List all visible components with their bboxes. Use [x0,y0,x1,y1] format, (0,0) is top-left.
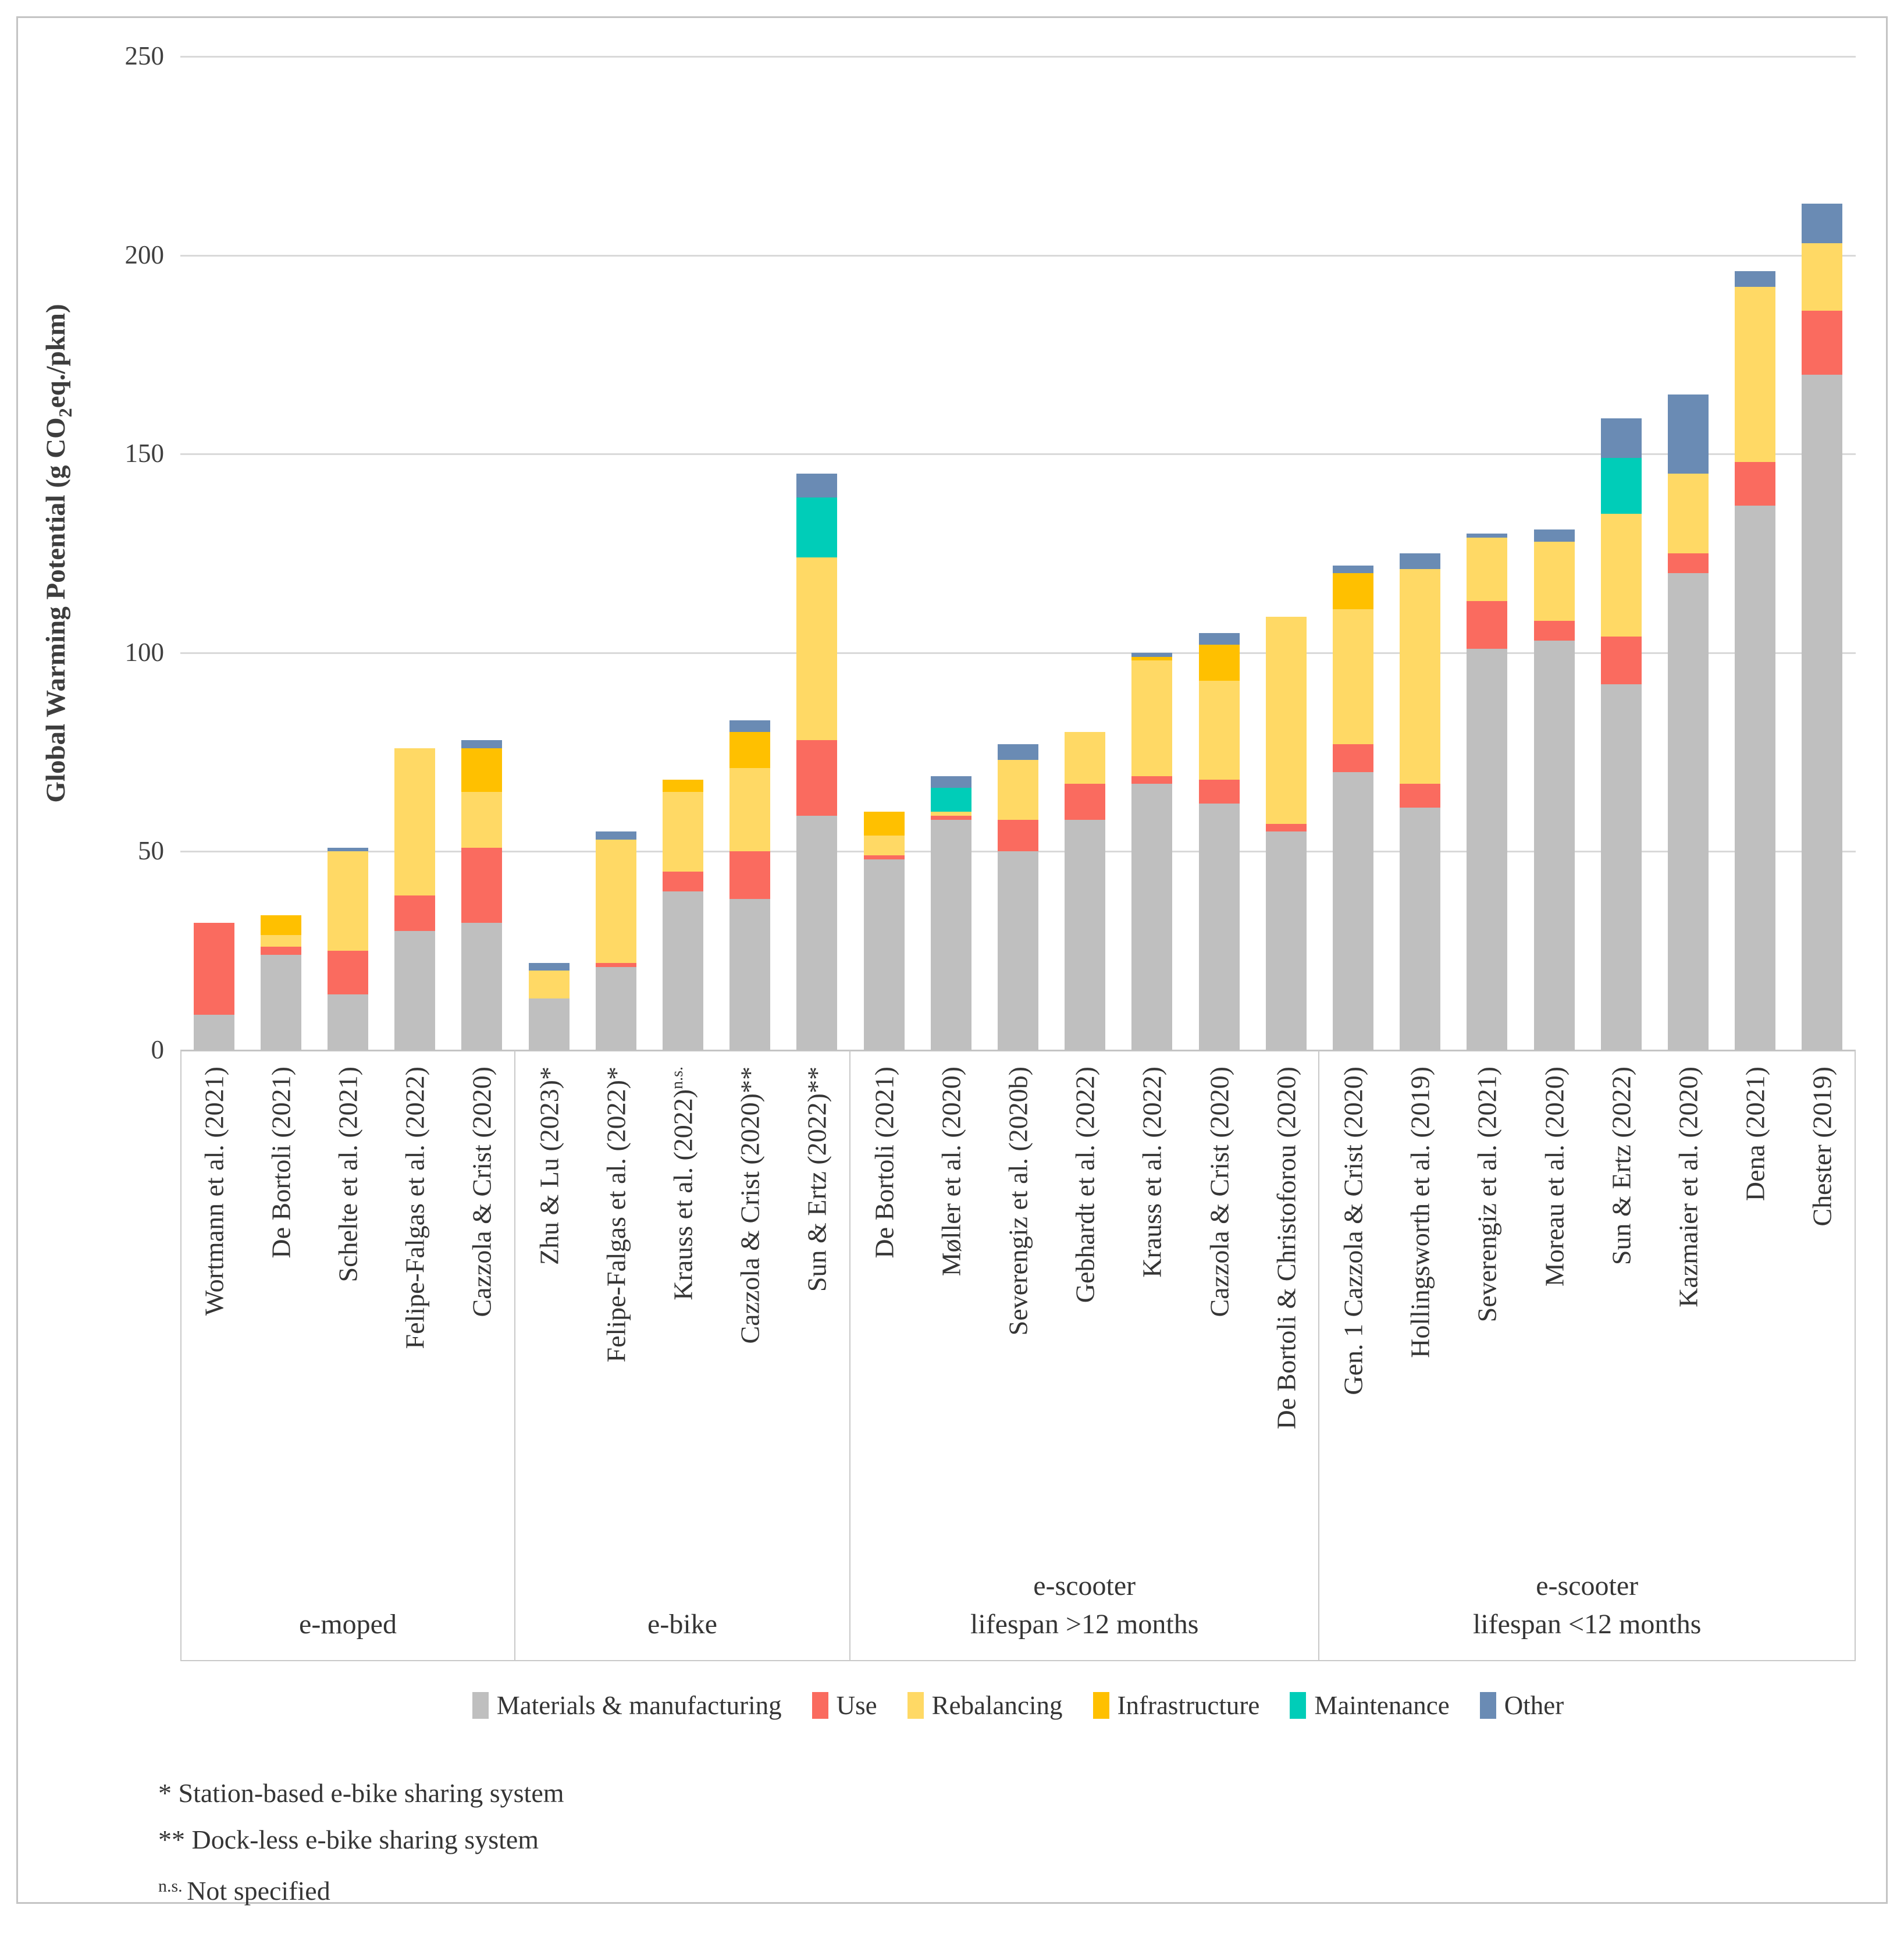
segment-rebalancing [461,792,502,848]
group-label [299,1605,397,1660]
group-label [1473,1567,1701,1660]
segment-materials-manufacturing [1668,573,1709,1050]
segment-other [1400,553,1440,569]
x-label: Gen. 1 Cazzola & Crist (2020) [1338,1067,1368,1395]
segment-use [1534,621,1575,641]
segment-materials-manufacturing [1735,506,1775,1050]
gridline-200 [180,255,1856,257]
stacked-bar [1131,653,1172,1050]
segment-other [1467,534,1507,538]
segment-infrastructure [461,748,502,792]
segment-other [1199,633,1240,645]
segment-use [864,855,905,859]
group-box-e-bike [515,1050,850,1661]
segment-other [1735,271,1775,287]
segment-infrastructure [864,812,905,836]
segment-use [596,963,636,967]
stacked-bar [1668,394,1709,1050]
y-tick-0: 0 [151,1035,164,1064]
y-tick-100: 100 [124,637,164,667]
segment-materials-manufacturing [1199,804,1240,1050]
segment-maintenance [931,788,971,812]
stacked-bar [1333,565,1373,1050]
stacked-bar [663,780,703,1050]
stacked-bar [729,720,770,1050]
segment-other [328,848,368,852]
segment-materials-manufacturing [1400,808,1440,1050]
stacked-bar [1802,204,1842,1050]
x-label: Møller et al. (2020) [936,1067,966,1277]
segment-rebalancing [328,851,368,951]
segment-materials-manufacturing [1534,641,1575,1050]
segment-other [1333,566,1373,574]
y-axis-title [40,304,76,802]
segment-infrastructure [1131,657,1172,661]
legend-swatch-icon [907,1692,924,1719]
segment-rebalancing [1668,474,1709,553]
y-tick-150: 150 [124,439,164,468]
segment-other [1534,529,1575,541]
segment-maintenance [796,497,837,557]
segment-other [729,720,770,732]
stacked-bar [261,915,301,1050]
legend-label: Rebalancing [931,1691,1063,1720]
segment-materials-manufacturing [931,820,971,1050]
group-box-e-moped [180,1050,515,1661]
segment-other [998,744,1038,760]
segment-rebalancing [663,792,703,872]
segment-materials-manufacturing [998,851,1038,1050]
stacked-bar [1467,534,1507,1050]
stacked-bar [1266,617,1307,1050]
x-label: Hollingsworth et al. (2019) [1405,1067,1435,1358]
x-label: Moreau et al. (2020) [1539,1067,1570,1287]
legend-item-infrastructure [1093,1690,1260,1721]
x-label: Cazzola & Crist (2020)** [735,1067,765,1344]
stacked-bar [796,474,837,1050]
stacked-bar [529,963,570,1050]
x-label: Felipe-Falgas et al. (2022) [400,1067,430,1349]
segment-materials-manufacturing [194,1015,234,1050]
stacked-bar [461,740,502,1050]
gridline-250 [180,56,1856,58]
legend-label: Maintenance [1314,1691,1450,1720]
legend-swatch-icon [472,1692,489,1719]
stacked-bar [1601,418,1642,1050]
stacked-bar [998,744,1038,1050]
x-label: Severengiz et al. (2021) [1472,1067,1502,1323]
segment-use [1333,744,1373,772]
segment-use [729,851,770,899]
segment-other [1668,394,1709,474]
segment-use [998,820,1038,852]
segment-use [1131,776,1172,784]
segment-rebalancing [1534,542,1575,621]
y-tick-200: 200 [124,240,164,269]
segment-materials-manufacturing [529,998,570,1050]
segment-rebalancing [1333,609,1373,744]
segment-materials-manufacturing [1266,831,1307,1050]
segment-use [663,872,703,891]
segment-use [261,947,301,955]
segment-use [328,951,368,994]
segment-materials-manufacturing [1467,649,1507,1050]
segment-use [1266,824,1307,832]
footnote-marker: ** [158,1825,192,1854]
segment-other [461,740,502,748]
x-label: Severengiz et al. (2020b) [1003,1067,1033,1336]
segment-other [1802,204,1842,243]
legend-item-rebalancing [907,1690,1063,1721]
legend-item-use [812,1690,877,1721]
segment-rebalancing [864,836,905,855]
segment-use [1467,601,1507,649]
segment-infrastructure [1333,573,1373,609]
x-label: Cazzola & Crist (2020) [467,1067,497,1317]
segment-other [596,831,636,840]
segment-use [1735,462,1775,506]
stacked-bar [931,776,971,1050]
segment-materials-manufacturing [596,967,636,1050]
segment-use [796,740,837,816]
segment-other [796,474,837,497]
segment-use [394,895,435,931]
segment-rebalancing [1467,538,1507,601]
x-label: Gebhardt et al. (2022) [1070,1067,1100,1303]
legend-label: Infrastructure [1117,1691,1260,1720]
segment-use [931,816,971,820]
segment-rebalancing [1065,732,1105,784]
x-label: Chester (2019) [1807,1067,1837,1227]
segment-rebalancing [998,760,1038,819]
segment-use [1601,637,1642,684]
segment-rebalancing [1735,287,1775,462]
stacked-bar [596,831,636,1050]
group-label-line: lifespan <12 months [1473,1609,1702,1640]
footnote [158,1770,564,1817]
stacked-bar [1199,633,1240,1050]
footnote-text: Dock-less e-bike sharing system [191,1825,539,1854]
segment-materials-manufacturing [663,891,703,1050]
x-label: De Bortoli & Christoforou (2020) [1271,1067,1301,1430]
y-tick-50: 50 [138,836,164,866]
legend-swatch-icon [1290,1692,1306,1719]
legend-swatch-icon [1480,1692,1496,1719]
segment-use [1199,780,1240,804]
segment-materials-manufacturing [394,931,435,1050]
segment-other [931,776,971,788]
legend-item-materials-manufacturing [472,1690,782,1721]
segment-use [461,848,502,923]
x-label: Felipe-Falgas et al. (2022)* [601,1067,631,1363]
segment-rebalancing [796,557,837,740]
segment-materials-manufacturing [261,955,301,1050]
stacked-bar [328,848,368,1050]
footnote-marker: n.s. [158,1876,187,1896]
y-tick-250: 250 [124,41,164,70]
group-box-e-scooter-lifespan->12-months [850,1050,1319,1661]
segment-rebalancing [261,935,301,947]
x-label-superscript: n.s. [668,1067,687,1089]
legend-item-maintenance [1290,1690,1449,1721]
x-label: Sun & Ertz (2022) [1606,1067,1636,1266]
legend-item-other [1480,1690,1564,1721]
x-label: De Bortoli (2021) [869,1067,899,1259]
x-label: Zhu & Lu (2023)* [534,1067,564,1266]
stacked-bar [394,748,435,1050]
segment-materials-manufacturing [1802,375,1842,1050]
segment-infrastructure [261,915,301,935]
segment-rebalancing [529,971,570,998]
segment-infrastructure [1199,645,1240,680]
x-label: Wortmann et al. (2021) [199,1067,229,1316]
segment-materials-manufacturing [1065,820,1105,1050]
group-label-line: e-scooter [1536,1570,1639,1601]
segment-use [1668,553,1709,573]
segment-materials-manufacturing [729,899,770,1050]
segment-rebalancing [1802,243,1842,311]
footnote-marker: * [158,1778,179,1808]
segment-use [1400,784,1440,808]
group-box-e-scooter-lifespan-<12-months [1319,1050,1856,1661]
stacked-bar [864,812,905,1050]
segment-rebalancing [1266,617,1307,823]
segment-other [1131,653,1172,657]
stacked-bar [1065,732,1105,1050]
legend-label: Materials & manufacturing [496,1691,782,1720]
footnote-text: Not specified [187,1876,330,1906]
stacked-bar [1534,529,1575,1050]
legend-label: Other [1504,1691,1564,1720]
footnotes [158,1770,564,1914]
legend-swatch-icon [1093,1692,1109,1719]
legend [180,1690,1856,1721]
segment-materials-manufacturing [796,816,837,1050]
segment-other [1601,418,1642,458]
footnote [158,1863,564,1914]
segment-rebalancing [596,840,636,963]
x-label: Krauss et al. (2022) [1137,1067,1167,1278]
segment-use [194,923,234,1014]
group-label [970,1567,1198,1660]
segment-use [1802,311,1842,374]
legend-label: Use [836,1691,877,1720]
segment-infrastructure [663,780,703,791]
segment-other [529,963,570,971]
legend-swatch-icon [812,1692,828,1719]
stacked-bar [1400,553,1440,1050]
segment-rebalancing [1400,569,1440,784]
stacked-bar [194,923,234,1050]
segment-materials-manufacturing [328,994,368,1050]
segment-rebalancing [1199,681,1240,780]
x-label: Sun & Ertz (2022)** [802,1067,832,1292]
segment-materials-manufacturing [1131,784,1172,1050]
segment-rebalancing [1601,514,1642,637]
segment-materials-manufacturing [1601,684,1642,1050]
footnote [158,1817,564,1863]
x-label: Krauss et al. $(2022)^{n.s.}$ [668,1067,698,1300]
segment-materials-manufacturing [1333,772,1373,1050]
stacked-bar [1735,271,1775,1050]
segment-infrastructure [729,732,770,767]
segment-rebalancing [394,748,435,895]
y-axis-title-sub: 2 [55,408,76,418]
x-label: Cazzola & Crist (2020) [1204,1067,1234,1317]
x-label: Kazmaier et al. (2020) [1673,1067,1703,1307]
x-label: Dena (2021) [1740,1067,1770,1202]
segment-rebalancing [1131,660,1172,776]
segment-materials-manufacturing [461,923,502,1050]
segment-rebalancing [729,768,770,851]
y-axis-title-pre: Global Warming Potential (g CO [41,417,71,803]
group-label-line: e-scooter [1033,1570,1136,1601]
group-label-line: lifespan >12 months [970,1609,1199,1640]
group-label [647,1605,717,1660]
group-label-line: e-moped [299,1609,397,1640]
segment-rebalancing [931,812,971,816]
group-label-line: e-bike [647,1609,717,1640]
x-label: De Bortoli (2021) [266,1067,296,1259]
segment-materials-manufacturing [864,859,905,1050]
x-label: Schelte et al. (2021) [333,1067,363,1282]
footnote-text: Station-based e-bike sharing system [178,1778,564,1808]
segment-maintenance [1601,458,1642,514]
segment-use [1065,784,1105,819]
y-axis-title-post: eq./pkm) [41,304,71,408]
